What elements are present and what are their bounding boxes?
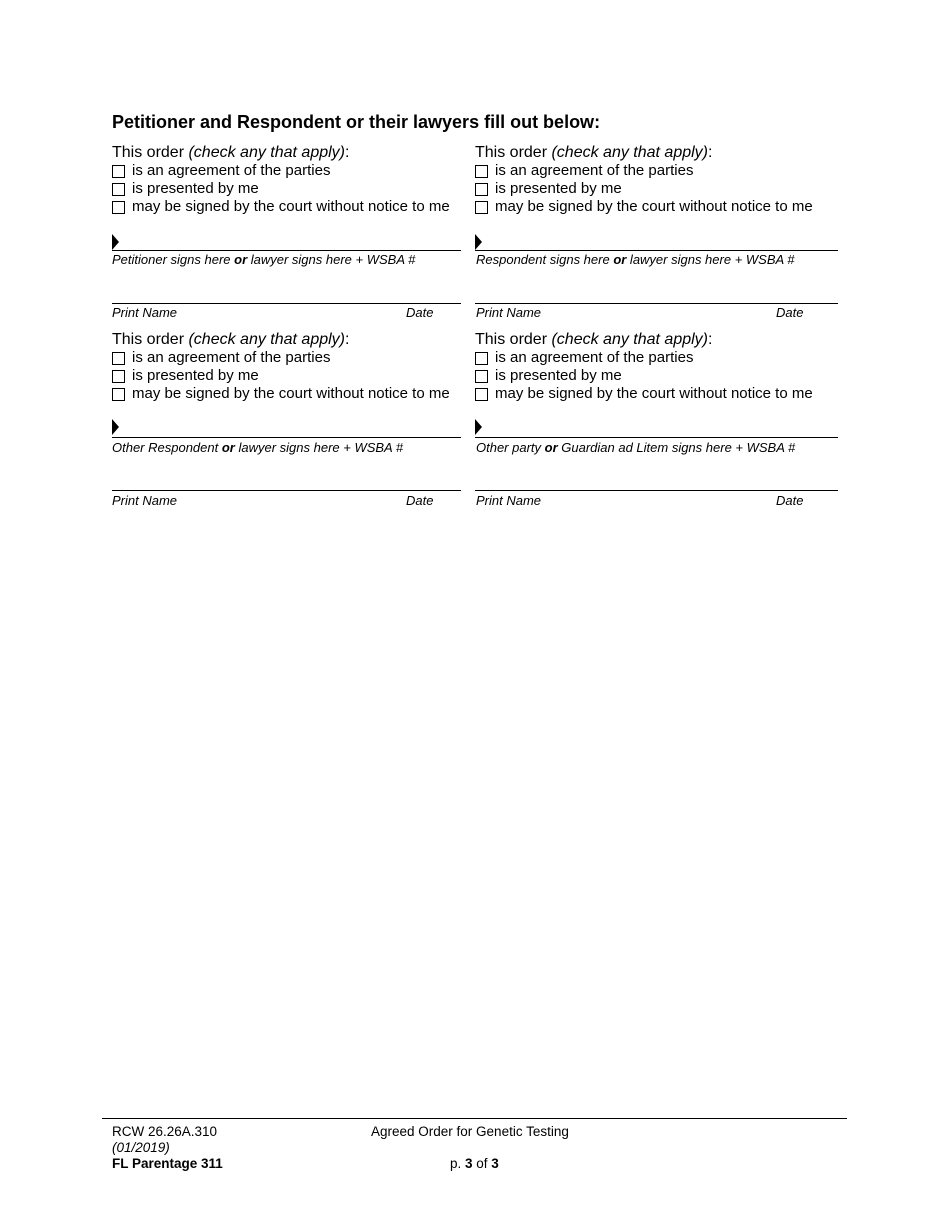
date-label: Date <box>776 305 804 320</box>
checkbox-presented[interactable]: is presented by me <box>112 367 467 385</box>
checkbox-box[interactable] <box>112 165 125 178</box>
date-label: Date <box>406 493 434 508</box>
sign-here-arrow-icon <box>475 419 482 435</box>
checkbox-box[interactable] <box>475 183 488 196</box>
checkbox-without-notice[interactable]: may be signed by the court without notice to me <box>112 198 467 216</box>
petitioner-signature-line[interactable] <box>112 250 461 251</box>
footer-statute: RCW 26.26A.310 <box>112 1124 218 1139</box>
print-name-label: Print Name <box>112 493 178 508</box>
footer-page-number: p. 3 of 3 <box>450 1156 499 1171</box>
respondent-order-block <box>475 144 835 216</box>
other-respondent-signature-caption: Other Respondent or lawyer signs here + WSBA # <box>112 440 404 455</box>
checkbox-box[interactable] <box>112 370 125 383</box>
section-heading: Petitioner and Respondent or their lawyers fill out below: <box>112 112 601 132</box>
other-respondent-print-name-line[interactable] <box>112 490 461 491</box>
sign-here-arrow-icon <box>475 234 482 250</box>
checkbox-agreement[interactable]: is an agreement of the parties <box>112 162 467 180</box>
checkbox-presented[interactable]: is presented by me <box>475 180 835 198</box>
checkbox-box[interactable] <box>112 183 125 196</box>
order-block-title: This order (check any that apply): <box>475 331 713 348</box>
checkbox-presented[interactable]: is presented by me <box>475 367 835 385</box>
other-party-print-name-line[interactable] <box>475 490 838 491</box>
order-block-title: This order (check any that apply): <box>475 144 713 161</box>
checkbox-without-notice[interactable]: may be signed by the court without notice to me <box>475 198 835 216</box>
checkbox-presented[interactable]: is presented by me <box>112 180 467 198</box>
order-block-title: This order (check any that apply): <box>112 144 350 161</box>
sign-here-arrow-icon <box>112 234 119 250</box>
sign-here-arrow-icon <box>112 419 119 435</box>
checkbox-box[interactable] <box>112 201 125 214</box>
order-block-title: This order (check any that apply): <box>112 331 350 348</box>
print-name-label: Print Name <box>112 305 178 320</box>
footer-form-title: Agreed Order for Genetic Testing <box>371 1124 569 1139</box>
respondent-print-name-line[interactable] <box>475 303 838 304</box>
checkbox-without-notice[interactable]: may be signed by the court without notice to me <box>112 385 467 403</box>
checkbox-box[interactable] <box>475 165 488 178</box>
respondent-signature-line[interactable] <box>475 250 838 251</box>
checkbox-agreement[interactable]: is an agreement of the parties <box>112 349 467 367</box>
checkbox-agreement[interactable]: is an agreement of the parties <box>475 162 835 180</box>
date-label: Date <box>406 305 434 320</box>
petitioner-print-name-line[interactable] <box>112 303 461 304</box>
print-name-label: Print Name <box>476 305 542 320</box>
other-respondent-order-block <box>112 331 467 403</box>
footer-revision: (01/2019) <box>112 1140 170 1155</box>
other-party-signature-line[interactable] <box>475 437 838 438</box>
other-party-order-block <box>475 331 835 403</box>
print-name-label: Print Name <box>476 493 542 508</box>
footer-divider <box>102 1118 847 1119</box>
checkbox-without-notice[interactable]: may be signed by the court without notice to me <box>475 385 835 403</box>
checkbox-box[interactable] <box>475 201 488 214</box>
checkbox-box[interactable] <box>475 352 488 365</box>
respondent-signature-caption: Respondent signs here or lawyer signs here + WSBA # <box>476 252 795 267</box>
petitioner-signature-caption: Petitioner signs here or lawyer signs here + WSBA # <box>112 252 416 267</box>
date-label: Date <box>776 493 804 508</box>
checkbox-box[interactable] <box>112 388 125 401</box>
checkbox-box[interactable] <box>475 388 488 401</box>
other-respondent-signature-line[interactable] <box>112 437 461 438</box>
footer-form-id: FL Parentage 311 <box>112 1156 223 1171</box>
petitioner-order-block <box>112 144 467 216</box>
checkbox-agreement[interactable]: is an agreement of the parties <box>475 349 835 367</box>
checkbox-box[interactable] <box>112 352 125 365</box>
other-party-signature-caption: Other party or Guardian ad Litem signs here + WSBA # <box>476 440 796 455</box>
checkbox-box[interactable] <box>475 370 488 383</box>
